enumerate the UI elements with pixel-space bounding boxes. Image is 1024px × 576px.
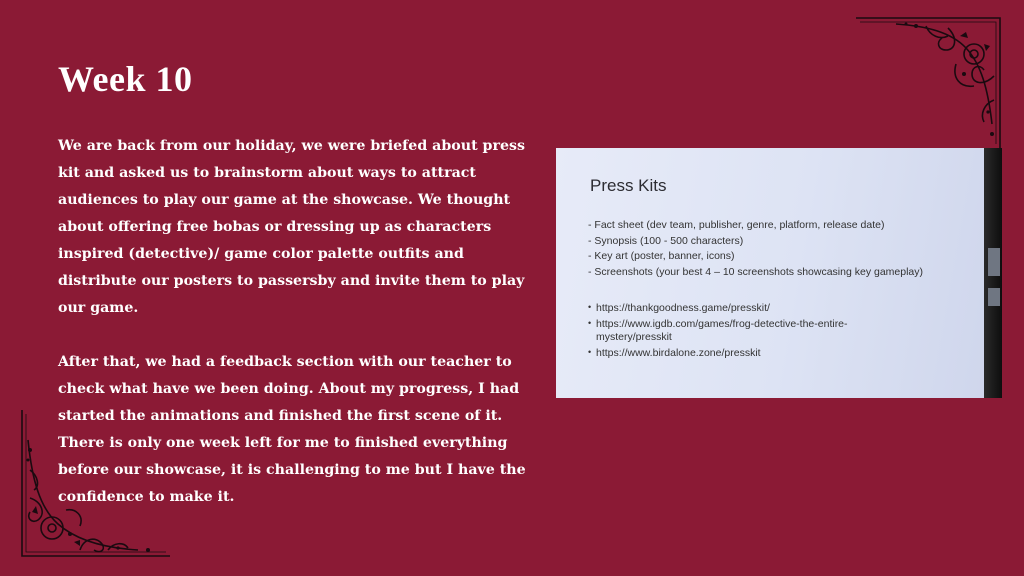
- body-text: [58, 133, 528, 511]
- press-kit-item: - Screenshots (your best 4 – 10 screenshots showcasing key gameplay): [588, 265, 923, 281]
- slide-title: Week 10: [58, 59, 193, 99]
- press-kit-link: • https://thankgoodness.game/presskit/: [588, 302, 908, 315]
- paragraph-2: After that, we had a feedback section with our teacher to check what have we been doing. About my progress, I had started the animations and finished the first scene of it. There is only one week left for me to finished everything before our showcase, it is challenging to me but I have the confidence to make it.: [58, 354, 526, 505]
- press-kit-links: [588, 302, 908, 363]
- press-kit-link: • https://www.igdb.com/games/frog-detective-the-entire-mystery/presskit: [588, 318, 908, 344]
- press-kit-item: - Synopsis (100 - 500 characters): [588, 234, 923, 250]
- presentation-photo: [556, 148, 1002, 398]
- screen-edge: [984, 148, 1002, 398]
- press-kit-items: [588, 218, 923, 280]
- press-kit-item: - Fact sheet (dev team, publisher, genre, platform, release date): [588, 218, 923, 234]
- projected-slide-title: Press Kits: [590, 176, 667, 195]
- press-kit-item: - Key art (poster, banner, icons): [588, 249, 923, 265]
- corner-ornament-top-right: [856, 14, 1006, 148]
- press-kit-link: • https://www.birdalone.zone/presskit: [588, 347, 908, 360]
- paragraph-1: We are back from our holiday, we were briefed about press kit and asked us to brainstorm about ways to attract audiences to play our game at the showcase. We thought about offering free bobas or dressing up as characters inspired (detective)/ game color palette outfits and distribute our posters to passersby and invite them to play our game.: [58, 138, 525, 316]
- projected-slide: [556, 148, 986, 398]
